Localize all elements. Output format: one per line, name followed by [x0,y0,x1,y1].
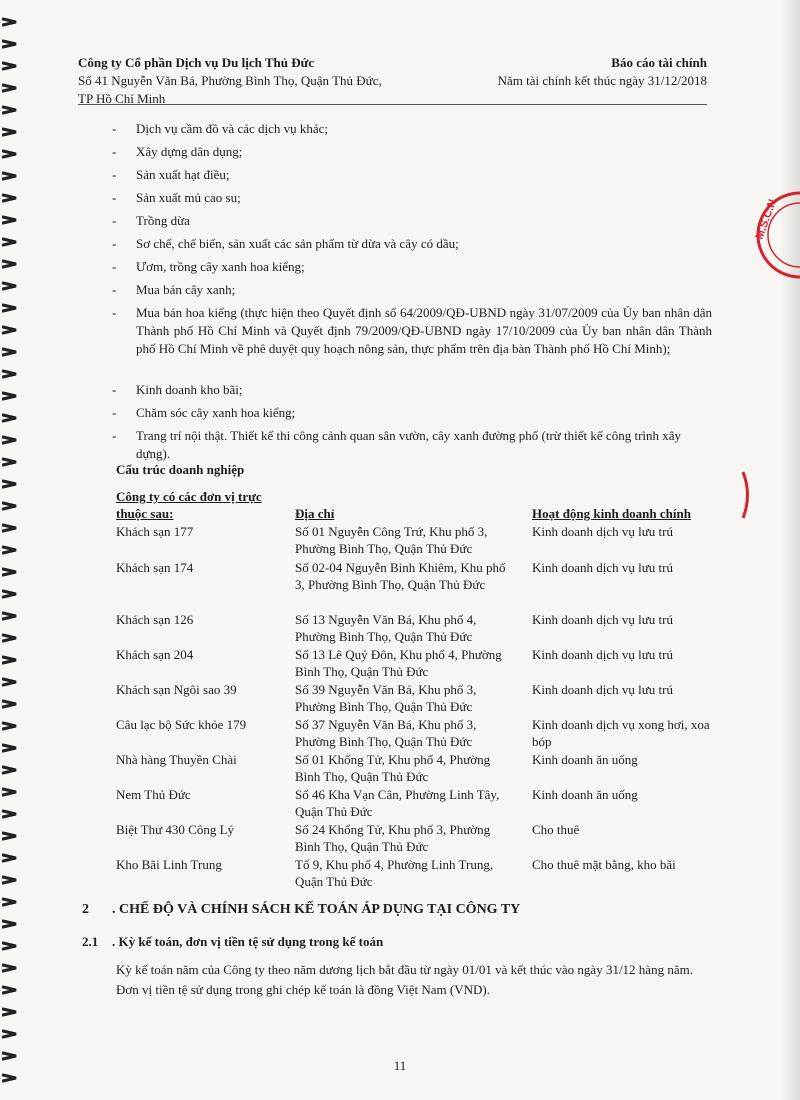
binding-ring [2,344,22,354]
binding-ring [2,14,22,24]
binding-ring [2,410,22,420]
binding-ring [2,828,22,838]
binding-ring [2,696,22,706]
binding-ring [2,300,22,310]
binding-ring [2,564,22,574]
binding-ring [2,982,22,992]
list-item: - Ươm, trồng cây xanh hoa kiểng; [112,259,305,274]
binding-ring [2,454,22,464]
binding-ring [2,432,22,442]
page-edge-shadow [780,0,800,1100]
page-number: 11 [393,1058,407,1073]
accounting-period-paragraph: Kỳ kế toán năm của Công ty theo năm dương lịch bắt đầu từ ngày 01/01 và kết thúc vào ngày 31/12 hàng năm. Đơn vị tiền tệ sử dụng trong ghi chép kế toán là đồng Việt Nam (VND). [116,962,693,997]
binding-ring [2,630,22,640]
section-number: 2 [82,902,89,917]
binding-ring [2,960,22,970]
binding-ring [2,608,22,618]
binding-ring [2,938,22,948]
binding-ring [2,740,22,750]
stamp-fragment [740,470,754,520]
company-address-line2: TP Hồ Chí Minh [78,91,166,106]
company-seal-stamp [738,180,800,290]
list-item: - Dịch vụ cầm đồ và các dịch vụ khác; [112,121,329,136]
binding-ring [2,718,22,728]
binding-ring [2,36,22,46]
list-item: - Chăm sóc cây xanh hoa kiểng; [112,405,296,420]
section-number: 2.1 [82,934,99,949]
binding-ring [2,168,22,178]
spiral-binding [0,0,30,1100]
binding-ring [2,806,22,816]
list-item: - Kinh doanh kho bãi; [112,382,243,397]
list-item: - Sơ chế, chế biến, sản xuất các sản phẩm từ dừa và cây có dầu; [112,236,459,251]
section-2-1-heading [82,934,383,950]
report-period: Năm tài chính kết thúc ngày 31/12/2018 [497,73,707,88]
stamp-text: M.S.C.N [753,197,780,242]
binding-ring [2,58,22,68]
binding-ring [2,652,22,662]
column-header-activity: Hoạt động kinh doanh chính [532,506,691,521]
binding-ring [2,762,22,772]
section-title: . CHẾ ĐỘ VÀ CHÍNH SÁCH KẾ TOÁN ÁP DỤNG TẠI CÔNG TY [112,902,521,917]
binding-ring [2,1026,22,1036]
binding-ring [2,366,22,376]
list-item: - Trang trí nội thật. Thiết kế thi công cảnh quan sân vườn, cây xanh đường phố (trừ thiết kế công trình xây dựng). [112,428,682,461]
column-header-address: Địa chỉ [295,506,335,521]
binding-ring [2,1048,22,1058]
list-item: - Sản xuất hạt điều; [112,167,230,182]
binding-ring [2,586,22,596]
report-header [498,54,707,90]
binding-ring [2,872,22,882]
binding-ring [2,916,22,926]
document-page: Công ty Cổ phần Dịch vụ Du lịch Thủ Đức Số 41 Nguyễn Văn Bá, Phường Bình Thọ, Quận Thủ Đức, TP Hồ Chí Minh Báo cáo tài chính Năm tài chính kết thúc ngày 31/12/2018 - Dịch vụ cầm đồ và các dịch vụ khác; - Xây dựng dân dụng; - Sản xuất hạt điều; - Sản xuất mủ cao su; - Trồng dừa - Sơ chế, chế biến, sản xuất các sản phẩm từ dừa và cây có dầu; - Ươm, trồng cây xanh hoa kiểng; - Mua bán cây xanh; - Mua bán hoa kiểng (thực hiện theo Quyết định số 64/2009/QĐ-UBND ngày 31/07/2009 của Ủy ban nhân dân Thành phố Hồ Chí Minh và Quyết định 79/2009/QĐ-UBND ngày 17/10/2009 của Ủy ban nhân dân Thành phố Hồ Chí Minh về phê duyệt quy hoạch nông sản, thực phẩm trên địa bàn Thành phố Hồ Chí Minh); - Kinh doanh kho bãi; - Chăm sóc cây xanh hoa kiểng; - Trang trí nội thật. Thiết kế thi công cảnh quan sân vườn, cây xanh đường phố (trừ thiết kế công trình xây dựng). Cấu trúc doanh nghiệp Công ty có các đơn vị trực thuộc sau: Địa chỉ Hoạt động kinh doanh chính Khách sạn 177 Số 01 Nguyễn Công Trứ, Khu phố 3, Phường Bình Thọ, Quận Thủ Đức Kinh doanh dịch vụ lưu trú Khách sạn 174 Số 02-04 Nguyễn Bỉnh Khiêm, Khu phố 3, Phường Bình Thọ, Quận Thủ Đức Kinh doanh dịch vụ lưu trú Khách sạn 126 Số 13 Nguyễn Văn Bá, Khu phố 4, Phường Bình Thọ, Quận Thủ Đức Kinh doanh dịch vụ lưu trú Khách sạn 204 Số 13 Lê Quý Đôn, Khu phố 4, Phường Bình Thọ, Quận Thủ Đức Kinh doanh dịch vụ lưu trú Khách sạn Ngôi sao 39 Số 39 Nguyễn Văn Bá, Khu phố 3, Phường Bình Thọ, Quận Thủ Đức Kinh doanh dịch vụ lưu trú Câu lạc bộ Sức khỏe 179 Số 37 Nguyễn Văn Bá, Khu phố 3, Phường Bình Thọ, Quận Thủ Đức Kinh doanh dịch vụ xong hơi, xoa bóp Nhà hàng Thuyền Chài Số 01 Khổng Tử, Khu phố 4, Phường Bình Thọ, Quận Thủ Đức Kinh doanh ăn uống Nem Thủ Đức Số 46 Kha Vạn Cân, Phường Linh Tây, Quận Thủ Đức Kinh doanh ăn uống Biệt Thư 430 Công Lý Số 24 Khổng Tử, Khu phố 3, Phường Bình Thọ, Quận Thủ Đức Cho thuê Kho Bãi Linh Trung Tổ 9, Khu phố 4, Phường Linh Trung, Quận Thủ Đức Cho thuê mặt bằng, kho bãi 2 . CHẾ ĐỘ VÀ CHÍNH SÁCH KẾ TOÁN ÁP DỤNG TẠI CÔNG TY 2.1 . Kỳ kế toán, đơn vị tiền tệ sử dụng trong kế toán Kỳ kế toán năm của Công ty theo năm dương lịch bắt đầu từ ngày 01/01 và kết thúc vào ngày 31/12 hàng năm. Đơn vị tiền tệ sử dụng trong ghi chép kế toán là đồng Việt Nam (VND). 11 M.S.C.N [0,0,800,1100]
binding-ring [2,894,22,904]
company-name: Công ty Cổ phần Dịch vụ Du lịch Thủ Đức [78,55,315,70]
binding-ring [2,102,22,112]
list-item: - Mua bán cây xanh; [112,282,236,297]
structure-heading: Cấu trúc doanh nghiệp [116,462,245,477]
binding-ring [2,784,22,794]
section-2-heading [82,902,520,918]
business-lines-list [112,120,712,468]
list-item: - Mua bán hoa kiểng (thực hiện theo Quyết định số 64/2009/QĐ-UBND ngày 31/07/2009 của Ủy ban nhân dân Thành phố Hồ Chí Minh và Quyết định 79/2009/QĐ-UBND ngày 17/10/2009 của Ủy ban nhân dân Thành phố Hồ Chí Minh về phê duyệt quy hoạch nông sản, thực phẩm trên địa bàn Thành phố Hồ Chí Minh); [112,305,712,356]
binding-ring [2,388,22,398]
list-item: - Xây dựng dân dụng; [112,144,243,159]
binding-ring [2,212,22,222]
binding-ring [2,542,22,552]
list-item: - Trồng dừa [112,213,190,228]
company-header [78,54,382,108]
binding-ring [2,1004,22,1014]
binding-ring [2,146,22,156]
company-address-line1: Số 41 Nguyễn Văn Bá, Phường Bình Thọ, Quận Thủ Đức, [78,73,382,88]
binding-ring [2,278,22,288]
section-title: . Kỳ kế toán, đơn vị tiền tệ sử dụng trong kế toán [112,934,384,949]
list-item: - Sản xuất mủ cao su; [112,190,241,205]
report-title: Báo cáo tài chính [611,55,707,70]
binding-ring [2,80,22,90]
binding-ring [2,498,22,508]
binding-ring [2,476,22,486]
binding-ring [2,520,22,530]
binding-ring [2,850,22,860]
binding-ring [2,256,22,266]
binding-ring [2,234,22,244]
binding-ring [2,322,22,332]
binding-ring [2,124,22,134]
header-divider [78,104,707,105]
column-header-unit: Công ty có các đơn vị trực thuộc sau: [116,489,262,521]
binding-ring [2,674,22,684]
binding-ring [2,190,22,200]
